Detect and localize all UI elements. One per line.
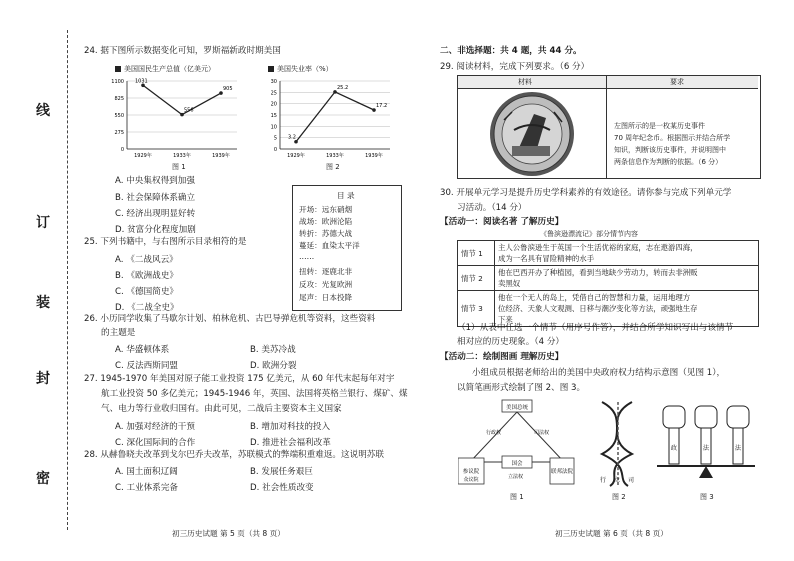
power-structure-diagram — [458, 398, 576, 490]
toc-line: 蔓延：血染太平洋 — [299, 241, 360, 250]
toc-line: 扭转：逐鹿北非 — [299, 267, 353, 276]
fist-label: 法 — [703, 445, 710, 452]
series-line — [143, 85, 221, 114]
y-tick-label: 0 — [273, 147, 277, 153]
q24-option-c[interactable]: C. 经济出现明显好转 — [115, 209, 196, 219]
q29-col-requirement: 要求 — [670, 78, 684, 86]
q24-option-b[interactable]: B. 社会保障体系确立 — [115, 193, 196, 203]
series-line — [296, 92, 374, 142]
diagram-congress: 国会 — [511, 461, 523, 467]
q27-option-c[interactable]: C. 深化国际间的合作 — [115, 438, 196, 448]
diagram-label: 立法权 — [508, 474, 524, 480]
binding-margin — [0, 0, 50, 561]
x-tick-label: 1939年 — [365, 153, 383, 159]
chart1-legend: 美国国民生产总值（亿美元） — [115, 64, 215, 75]
q26-option-b[interactable]: B. 美苏冷战 — [250, 345, 296, 355]
q27-option-b[interactable]: B. 增加对科技的投入 — [250, 422, 331, 432]
y-tick-label: 15 — [270, 113, 277, 119]
diagram-label: 司法权 — [534, 430, 550, 436]
binding-char: 装 — [36, 295, 50, 311]
y-tick-label: 25 — [270, 90, 277, 97]
q29-stem: 29. 阅读材料，完成下列要求。（6 分） — [440, 62, 590, 72]
q28-option-d[interactable]: D. 社会性质改变 — [250, 483, 314, 493]
activity-two-heading: 【活动二：绘制图画 理解历史】 — [440, 352, 564, 362]
q27-line: 27. 1945-1970 年美国对原子能工业投资 175 亿美元，从 60 年代末起每年对宇 — [84, 374, 395, 384]
y-tick-label: 10 — [270, 124, 277, 131]
q26-stem-cont: 的主题是 — [101, 328, 136, 338]
y-tick-label: 0 — [120, 147, 124, 153]
toc-line: 转折：苏德大战 — [299, 229, 353, 238]
chart-gnp — [95, 75, 245, 165]
diagram-president: 美国总统 — [505, 405, 529, 411]
activity-two-text: 以简笔画形式绘制了图 2、图 3。 — [457, 383, 586, 393]
chart2-caption: 图 2 — [326, 163, 340, 171]
table-divider — [606, 76, 607, 178]
toc-line: …… — [299, 252, 315, 261]
q30-plot-table — [457, 240, 759, 327]
x-tick-label: 1939年 — [212, 153, 230, 159]
chart2-legend: 美国失业率（%） — [268, 64, 333, 75]
y-tick-label: 20 — [270, 101, 277, 108]
row-text: 他在巴西开办了种植园，看到当地缺少劳动力，转而去非洲贩 卖黑奴 — [495, 266, 759, 291]
q27-line: 气、电力等行业收归国有。由此可见，二战后主要资本主义国家 — [101, 404, 342, 414]
x-tick-label: 1933年 — [173, 153, 191, 159]
data-label: 3.2 — [288, 134, 296, 141]
q28-option-c[interactable]: C. 工业体系完备 — [115, 483, 179, 493]
y-tick-label: 550 — [114, 113, 124, 119]
row-text: 他在一个无人的岛上，凭借自己的智慧和力量，运用地理方 位经济、天象人文观测、日移与潮汐变化等方法，顽强地生存 下来 — [495, 291, 759, 327]
right-page-footer: 初三历史试题 第 6 页（共 8 页） — [555, 529, 668, 538]
q28-option-a[interactable]: A. 国土面积辽阔 — [115, 467, 178, 477]
binding-char: 线 — [36, 103, 50, 119]
q30-line: 30. 开展单元学习是提升历史学科素养的有效途径。请你参与完成下列单元学 — [440, 188, 732, 198]
activity-one-heading: 【活动一：阅读名著 了解历史】 — [440, 217, 564, 227]
chart-unemployment — [248, 75, 398, 165]
q25-option-d[interactable]: D. 《二战全史》 — [115, 303, 179, 313]
q30-line: 习活动。（14 分） — [457, 203, 527, 213]
q29-col-material: 材料 — [518, 78, 532, 86]
y-tick-label: 30 — [270, 79, 277, 85]
data-label: 556 — [184, 107, 194, 114]
data-label: 1031 — [135, 78, 148, 85]
diagram-label: 行政权 — [486, 430, 502, 436]
book-title: 《鲁滨逊漂流记》部分情节内容 — [540, 230, 638, 238]
toc-title: 目 录 — [337, 191, 355, 200]
data-label: 905 — [223, 86, 233, 93]
x-tick-label: 1929年 — [134, 153, 152, 159]
left-page-footer: 初三历史试题 第 5 页（共 8 页） — [172, 529, 285, 538]
row-label: 情节 1 — [458, 241, 495, 266]
q24-option-d[interactable]: D. 贫富分化程度加剧 — [115, 225, 196, 235]
row-label: 情节 2 — [458, 266, 495, 291]
table-row — [458, 241, 759, 266]
q27-option-d[interactable]: D. 推进社会福利改革 — [250, 438, 331, 448]
toc-line: 尾声：日本投降 — [299, 293, 353, 302]
q26-option-a[interactable]: A. 华盛顿体系 — [115, 345, 170, 355]
q26-option-c[interactable]: C. 反法西斯同盟 — [115, 361, 179, 371]
q29-requirement-text: 左图所示的是一枚某历史事件 70 周年纪念币。根据图示并结合所学 知识，判断该历史事件，并说明图中 两条信息作为判断的依据。（6 分） — [614, 122, 731, 166]
q30-sub1-cont: 相对应的历史现象。（4 分） — [457, 337, 565, 347]
fist-label: 法 — [735, 445, 742, 452]
row-label: 情节 3 — [458, 291, 495, 327]
diagram-court: 联邦法院 — [550, 469, 574, 475]
q24-option-a[interactable]: A. 中央集权得到加强 — [115, 176, 195, 186]
q25-stem: 25. 下列书籍中，与右图所示目录相符的是 — [84, 237, 247, 247]
fig1-caption: 图 1 — [510, 493, 524, 501]
toc-line: 开场：远东硝烟 — [299, 205, 353, 214]
q29-table-header — [458, 76, 758, 89]
x-tick-label: 1929年 — [287, 153, 305, 159]
q25-option-b[interactable]: B. 《欧洲战史》 — [115, 271, 178, 281]
q25-option-c[interactable]: C. 《德国简史》 — [115, 287, 179, 297]
rope-label: 司 — [628, 477, 635, 484]
fists-balance-drawing — [655, 398, 759, 490]
section-heading: 二、非选择题：共 4 题，共 44 分。 — [440, 46, 582, 56]
rope-label: 立 — [614, 477, 621, 484]
fist-label: 政 — [671, 445, 678, 452]
binding-line — [67, 30, 68, 530]
q25-option-a[interactable]: A. 《二战风云》 — [115, 255, 178, 265]
fig2-caption: 图 2 — [612, 493, 626, 501]
y-tick-label: 1100 — [111, 79, 124, 85]
q27-line: 航工业投资 50 多亿美元；1945-1946 年，英国、法国将英格兰银行、煤矿、煤 — [101, 389, 408, 399]
x-tick-label: 1933年 — [326, 153, 344, 159]
q29-table — [457, 75, 761, 179]
table-row — [458, 291, 759, 327]
table-row — [458, 266, 759, 291]
rope-label: 行 — [600, 477, 607, 484]
fig3-caption: 图 3 — [700, 493, 714, 501]
y-tick-label: 5 — [273, 135, 277, 142]
y-tick-label: 275 — [114, 130, 124, 136]
toc-line: 战场：欧洲沦陷 — [299, 217, 353, 226]
row-text: 主人公鲁滨逊生于英国一个生活优裕的家庭，志在遨游四海， 成为一名具有冒险精神的水手 — [495, 241, 759, 266]
q30-sub1: （1）从表中任选一个情节（用序号作答），并结合所学知识写出与该情节 — [457, 323, 734, 333]
commemorative-coin-image — [484, 90, 580, 178]
q28-stem: 28. 从赫鲁晓夫改革到戈尔巴乔夫改革，苏联模式的弊端积重难返。这说明苏联 — [84, 450, 384, 460]
binding-char: 密 — [36, 471, 50, 487]
activity-two-text: 小组成员根据老师给出的美国中央政府权力结构示意图（见图 1）， — [472, 368, 726, 378]
toc-line: 反攻：光复欧洲 — [299, 280, 353, 289]
q26-option-d[interactable]: D. 欧洲分裂 — [250, 361, 297, 371]
binding-char: 封 — [36, 371, 50, 387]
diagram-house: 众议院 — [463, 477, 479, 483]
data-label: 25.2 — [337, 84, 349, 91]
q24-stem: 24. 据下图所示数据变化可知，罗斯福新政时期美国 — [84, 46, 281, 56]
table-of-contents-box — [292, 185, 402, 311]
braided-rope-drawing — [592, 398, 646, 490]
binding-char: 订 — [36, 215, 50, 231]
q26-stem: 26. 小历同学收集了马歇尔计划、柏林危机、古巴导弹危机等资料，这些资料 — [84, 314, 376, 324]
q27-option-a[interactable]: A. 加强对经济的干预 — [115, 422, 195, 432]
y-tick-label: 825 — [114, 96, 124, 102]
chart1-caption: 图 1 — [172, 163, 186, 171]
q28-option-b[interactable]: B. 发展任务艰巨 — [250, 467, 313, 477]
data-label: 17.2 — [376, 103, 388, 110]
diagram-senate: 参议院 — [462, 469, 480, 475]
